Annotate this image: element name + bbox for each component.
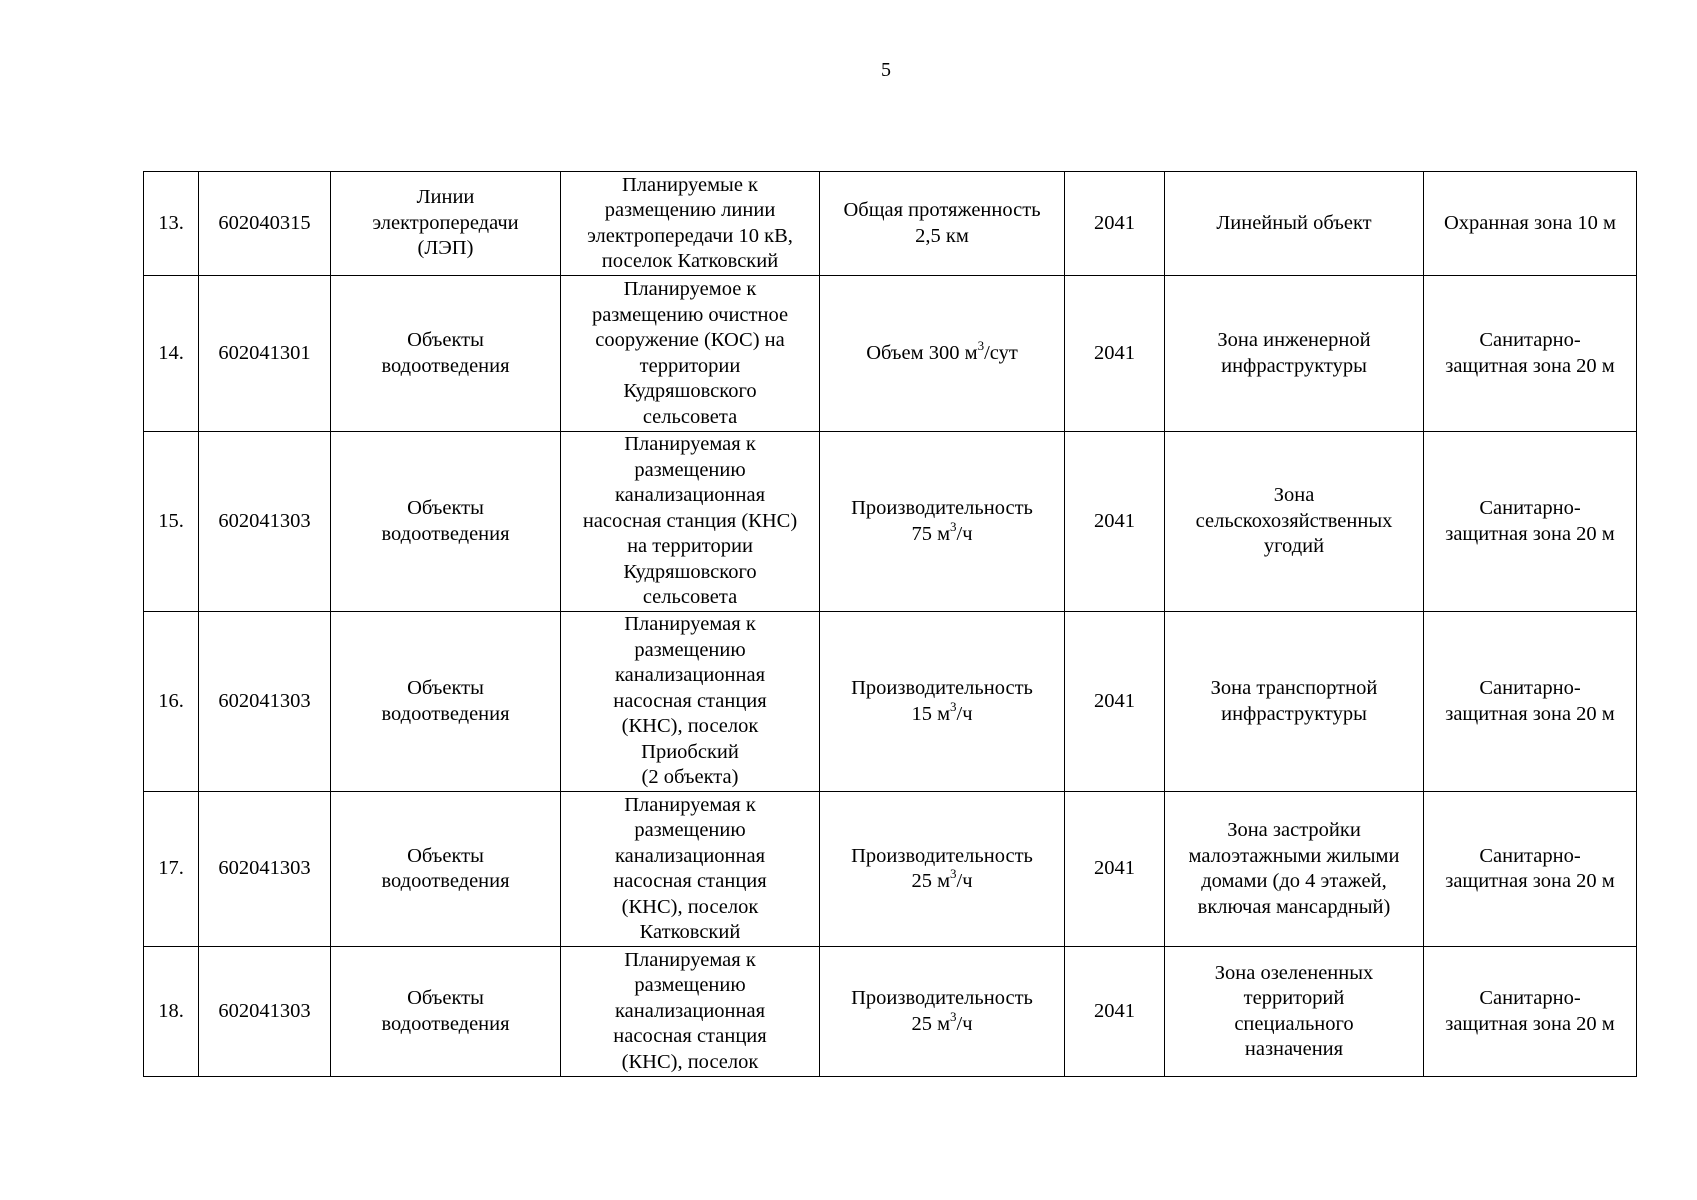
object-code: 602041303 — [199, 792, 331, 947]
page-number: 5 — [881, 59, 891, 81]
capacity-text: Производительность 75 м — [851, 497, 1033, 545]
table-row — [144, 792, 1637, 947]
capacity-unit-suffix: /ч — [956, 702, 973, 725]
object-description: Планируемая к размещению канализационная насосная станция (КНС), поселок — [561, 947, 820, 1077]
functional-zone: Зона сельскохозяйственных угодий — [1165, 432, 1424, 612]
object-code: 602041301 — [199, 276, 331, 432]
capacity-text: Производительность 25 м — [851, 987, 1033, 1035]
row-number: 18. — [144, 947, 199, 1077]
object-type: Объекты водоотведения — [331, 792, 561, 947]
object-type: Объекты водоотведения — [331, 276, 561, 432]
implementation-year: 2041 — [1065, 792, 1165, 947]
capacity-unit-exponent: 3 — [950, 518, 957, 534]
restriction-zone: Санитарно- защитная зона 20 м — [1424, 432, 1637, 612]
object-type: Объекты водоотведения — [331, 432, 561, 612]
planned-objects-table — [143, 171, 1637, 1077]
row-number: 13. — [144, 172, 199, 276]
object-description: Планируемая к размещению канализационная насосная станция (КНС), поселок Приобский (2 объекта) — [561, 612, 820, 792]
capacity-unit-exponent: 3 — [950, 698, 957, 714]
restriction-zone: Санитарно- защитная зона 20 м — [1424, 792, 1637, 947]
table-row — [144, 172, 1637, 276]
object-type: Объекты водоотведения — [331, 612, 561, 792]
functional-zone: Зона транспортной инфраструктуры — [1165, 612, 1424, 792]
row-number: 15. — [144, 432, 199, 612]
object-type: Линии электропередачи (ЛЭП) — [331, 172, 561, 276]
functional-zone: Зона инженерной инфраструктуры — [1165, 276, 1424, 432]
object-code: 602040315 — [199, 172, 331, 276]
capacity-text: Общая протяженность 2,5 км — [843, 199, 1041, 247]
object-capacity — [820, 612, 1065, 792]
restriction-zone: Санитарно- защитная зона 20 м — [1424, 947, 1637, 1077]
functional-zone: Зона застройки малоэтажными жилыми домами (до 4 этажей, включая мансардный) — [1165, 792, 1424, 947]
object-description: Планируемая к размещению канализационная насосная станция (КНС), поселок Катковский — [561, 792, 820, 947]
capacity-text: Производительность 25 м — [851, 844, 1033, 892]
row-number: 16. — [144, 612, 199, 792]
row-number: 17. — [144, 792, 199, 947]
row-number: 14. — [144, 276, 199, 432]
functional-zone: Зона озелененных территорий специального назначения — [1165, 947, 1424, 1077]
object-description: Планируемые к размещению линии электропередачи 10 кВ, поселок Катковский — [561, 172, 820, 276]
object-code: 602041303 — [199, 612, 331, 792]
object-code: 602041303 — [199, 432, 331, 612]
capacity-unit-suffix: /ч — [956, 870, 973, 892]
object-description: Планируемая к размещению канализационная насосная станция (КНС) на территории Кудряшовского сельсовета — [561, 432, 820, 612]
functional-zone: Линейный объект — [1165, 172, 1424, 276]
object-capacity — [820, 947, 1065, 1077]
restriction-zone: Санитарно- защитная зона 20 м — [1424, 612, 1637, 792]
implementation-year: 2041 — [1065, 432, 1165, 612]
capacity-unit-suffix: /ч — [956, 522, 973, 545]
table-row — [144, 276, 1637, 432]
table-row — [144, 432, 1637, 612]
capacity-unit-exponent: 3 — [977, 337, 985, 353]
object-description: Планируемое к размещению очистное сооружение (КОС) на территории Кудряшовского сельсовета — [561, 276, 820, 432]
table-row — [144, 612, 1637, 792]
object-capacity — [820, 792, 1065, 947]
capacity-unit-suffix: /сут — [984, 341, 1018, 364]
implementation-year: 2041 — [1065, 947, 1165, 1077]
capacity-unit-suffix: /ч — [956, 1012, 973, 1035]
capacity-unit-exponent: 3 — [950, 1008, 957, 1024]
implementation-year: 2041 — [1065, 172, 1165, 276]
capacity-unit-exponent: 3 — [950, 866, 957, 882]
object-code: 602041303 — [199, 947, 331, 1077]
object-capacity — [820, 172, 1065, 276]
object-capacity — [820, 432, 1065, 612]
restriction-zone: Санитарно- защитная зона 20 м — [1424, 276, 1637, 432]
implementation-year: 2041 — [1065, 612, 1165, 792]
object-type: Объекты водоотведения — [331, 947, 561, 1077]
object-capacity — [820, 276, 1065, 432]
implementation-year: 2041 — [1065, 276, 1165, 432]
restriction-zone: Охранная зона 10 м — [1424, 172, 1637, 276]
table-row — [144, 947, 1637, 1077]
capacity-text: Объем 300 м — [866, 341, 978, 364]
capacity-text: Производительность 15 м — [851, 677, 1033, 725]
